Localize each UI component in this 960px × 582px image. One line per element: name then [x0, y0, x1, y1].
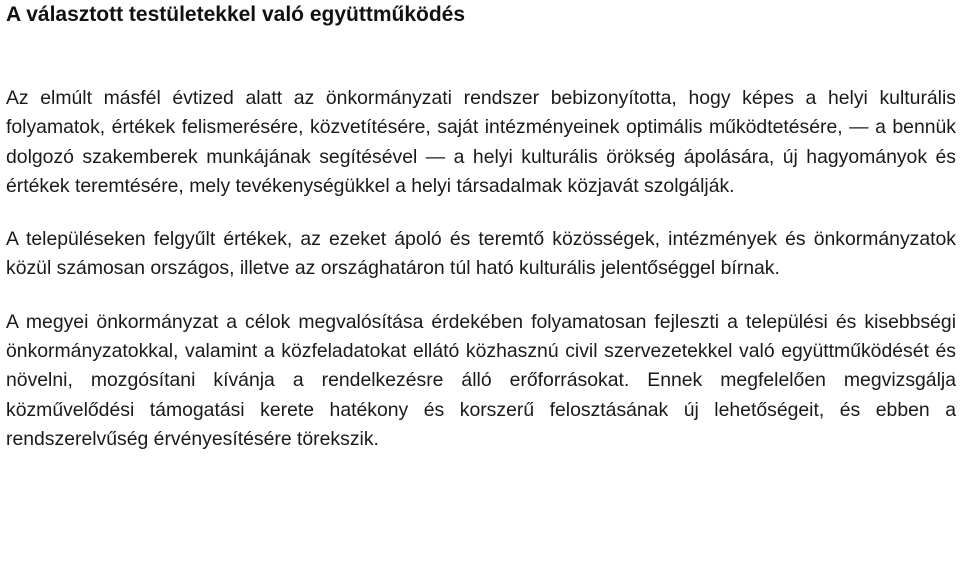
- document-page: [6, 0, 956, 454]
- paragraph-3: A megyei önkormányzat a célok megvalósítása érdekében folyamatosan fejleszti a települési és kisebbségi önkormányzatokkal, valamint a közfeladatokat ellátó közhasznú civil szervezetekkel való együttműködését és növelni, mozgósítani kívánja a rendelkezésre álló erőforrásokat. Ennek megfelelően megvizsgálja közművelődési támogatási kerete hatékony és korszerű felosztásának új lehetőségeit, és ebben a rendszerelvűség érvényesítésére törekszik.: [6, 310, 956, 450]
- section-title: A választott testületekkel való együttműködés: [6, 3, 466, 26]
- paragraph-1: Az elmúlt másfél évtized alatt az önkormányzati rendszer bebizonyította, hogy képes a helyi kulturális folyamatok, értékek felismerésére, közvetítésére, saját intézményeinek optimális működtetésére, — a bennük dolgozó szakemberek munkájának segítésével — a helyi kulturális örökség ápolására, új hagyományok és értékek teremtésére, mely tevékenységükkel a helyi társadalmak közjavát szolgálják.: [6, 87, 956, 197]
- paragraph-2: A településeken felgyűlt értékek, az ezeket ápoló és teremtő közösségek, intézmények és önkormányzatok közül számosan országos, illetve az országhatáron túl ható kulturális jelentőséggel bírnak.: [6, 228, 956, 280]
